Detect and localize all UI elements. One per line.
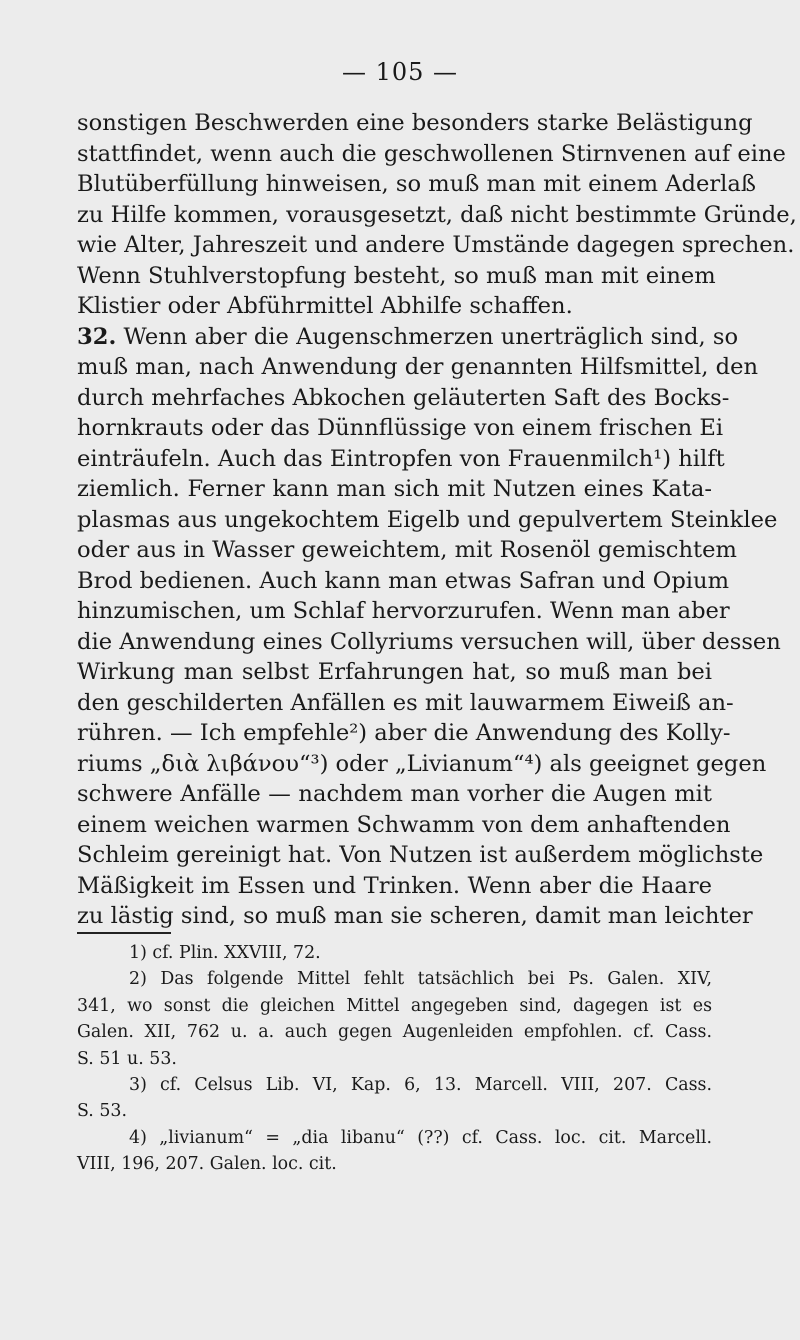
text-line: schwere Anfälle — nachdem man vorher die Augen mit (77, 781, 712, 807)
footnote-line: 341, wo sonst die gleichen Mittel angegeben sind, dagegen ist es (77, 995, 712, 1016)
footnote-3: 3) cf. Celsus Lib. VI, Kap. 6, 13. Marcell. VIII, 207. Cass. (129, 1074, 712, 1095)
footnotes (77, 940, 712, 1178)
text-line: einträufeln. Auch das Eintropfen von Frauenmilch¹) hilft (77, 445, 725, 472)
text-line: Wenn aber die Augenschmerzen unerträglich sind, so (123, 323, 739, 350)
text-line: stattfindet, wenn auch die geschwollenen Stirnvenen auf eine (77, 140, 786, 167)
text-line: Brod bedienen. Auch kann man etwas Safran und Opium (77, 567, 729, 594)
text-line: Wirkung man selbst Erfahrungen hat, so muß man bei (77, 659, 712, 685)
footnote-line: S. 51 u. 53. (77, 1048, 177, 1069)
body-text (77, 108, 797, 932)
page-number: — 105 — (341, 58, 459, 86)
text-line: zu Hilfe kommen, vorausgesetzt, daß nicht bestimmte Gründe, (77, 201, 797, 228)
footnote-1: 1) cf. Plin. XXVIII, 72. (129, 943, 321, 963)
text-line: plasmas aus ungekochtem Eigelb und gepulvertem Steinklee (77, 506, 778, 533)
text-line: hinzumischen, um Schlaf hervorzurufen. Wenn man aber (77, 598, 730, 624)
text-line: rühren. — Ich empfehle²) aber die Anwendung des Kolly- (77, 720, 731, 746)
text-line: die Anwendung eines Collyriums versuchen will, über dessen (77, 628, 781, 655)
footnote-line: S. 53. (77, 1101, 128, 1122)
text-line: muß man, nach Anwendung der genannten Hilfsmittel, den (77, 354, 759, 380)
text-line: oder aus in Wasser geweichtem, mit Rosenöl gemischtem (77, 537, 737, 563)
text-line: Schleim gereinigt hat. Von Nutzen ist außerdem möglichste (77, 842, 764, 868)
footnote-4: 4) „livianum“ = „dia libanu“ (??) cf. Cass. loc. cit. Marcell. (129, 1127, 712, 1148)
text-line: riums „διὰ λιβάνου“³) oder „Livianum“⁴) als geeignet gegen (77, 750, 767, 777)
text-line: einem weichen warmen Schwamm von dem anhaftenden (77, 811, 731, 838)
text-line: hornkrauts oder das Dünnflüssige von einem frischen Ei (77, 415, 724, 441)
text-line: wie Alter, Jahreszeit und andere Umstände dagegen sprechen. (77, 232, 795, 258)
text-line: Klistier oder Abführmittel Abhilfe schaffen. (77, 293, 573, 319)
footnote-rule (77, 932, 171, 934)
text-line: sonstigen Beschwerden eine besonders starke Belästigung (77, 110, 753, 136)
footnote-2: 2) Das folgende Mittel fehlt tatsächlich bei Ps. Galen. XIV, (129, 969, 712, 990)
text-line: Mäßigkeit im Essen und Trinken. Wenn aber die Haare (77, 872, 712, 899)
text-line: Wenn Stuhlverstopfung besteht, so muß man mit einem (77, 262, 716, 289)
text-line: Blutüberfüllung hinweisen, so muß man mit einem Aderlaß (77, 171, 756, 197)
text-line: ziemlich. Ferner kann man sich mit Nutzen eines Kata- (77, 476, 712, 502)
text-line: den geschilderten Anfällen es mit lauwarmem Eiweiß an- (77, 689, 734, 716)
paragraph-start-line (77, 322, 739, 353)
footnote-line: VIII, 196, 207. Galen. loc. cit. (77, 1154, 337, 1175)
footnote-line: Galen. XII, 762 u. a. auch gegen Augenleiden empfohlen. cf. Cass. (77, 1022, 712, 1043)
text-line: zu lästig sind, so muß man sie scheren, damit man leichter (77, 903, 753, 929)
text-line: durch mehrfaches Abkochen geläuterten Saft des Bocks- (77, 384, 730, 411)
section-number: 32. (77, 323, 117, 350)
